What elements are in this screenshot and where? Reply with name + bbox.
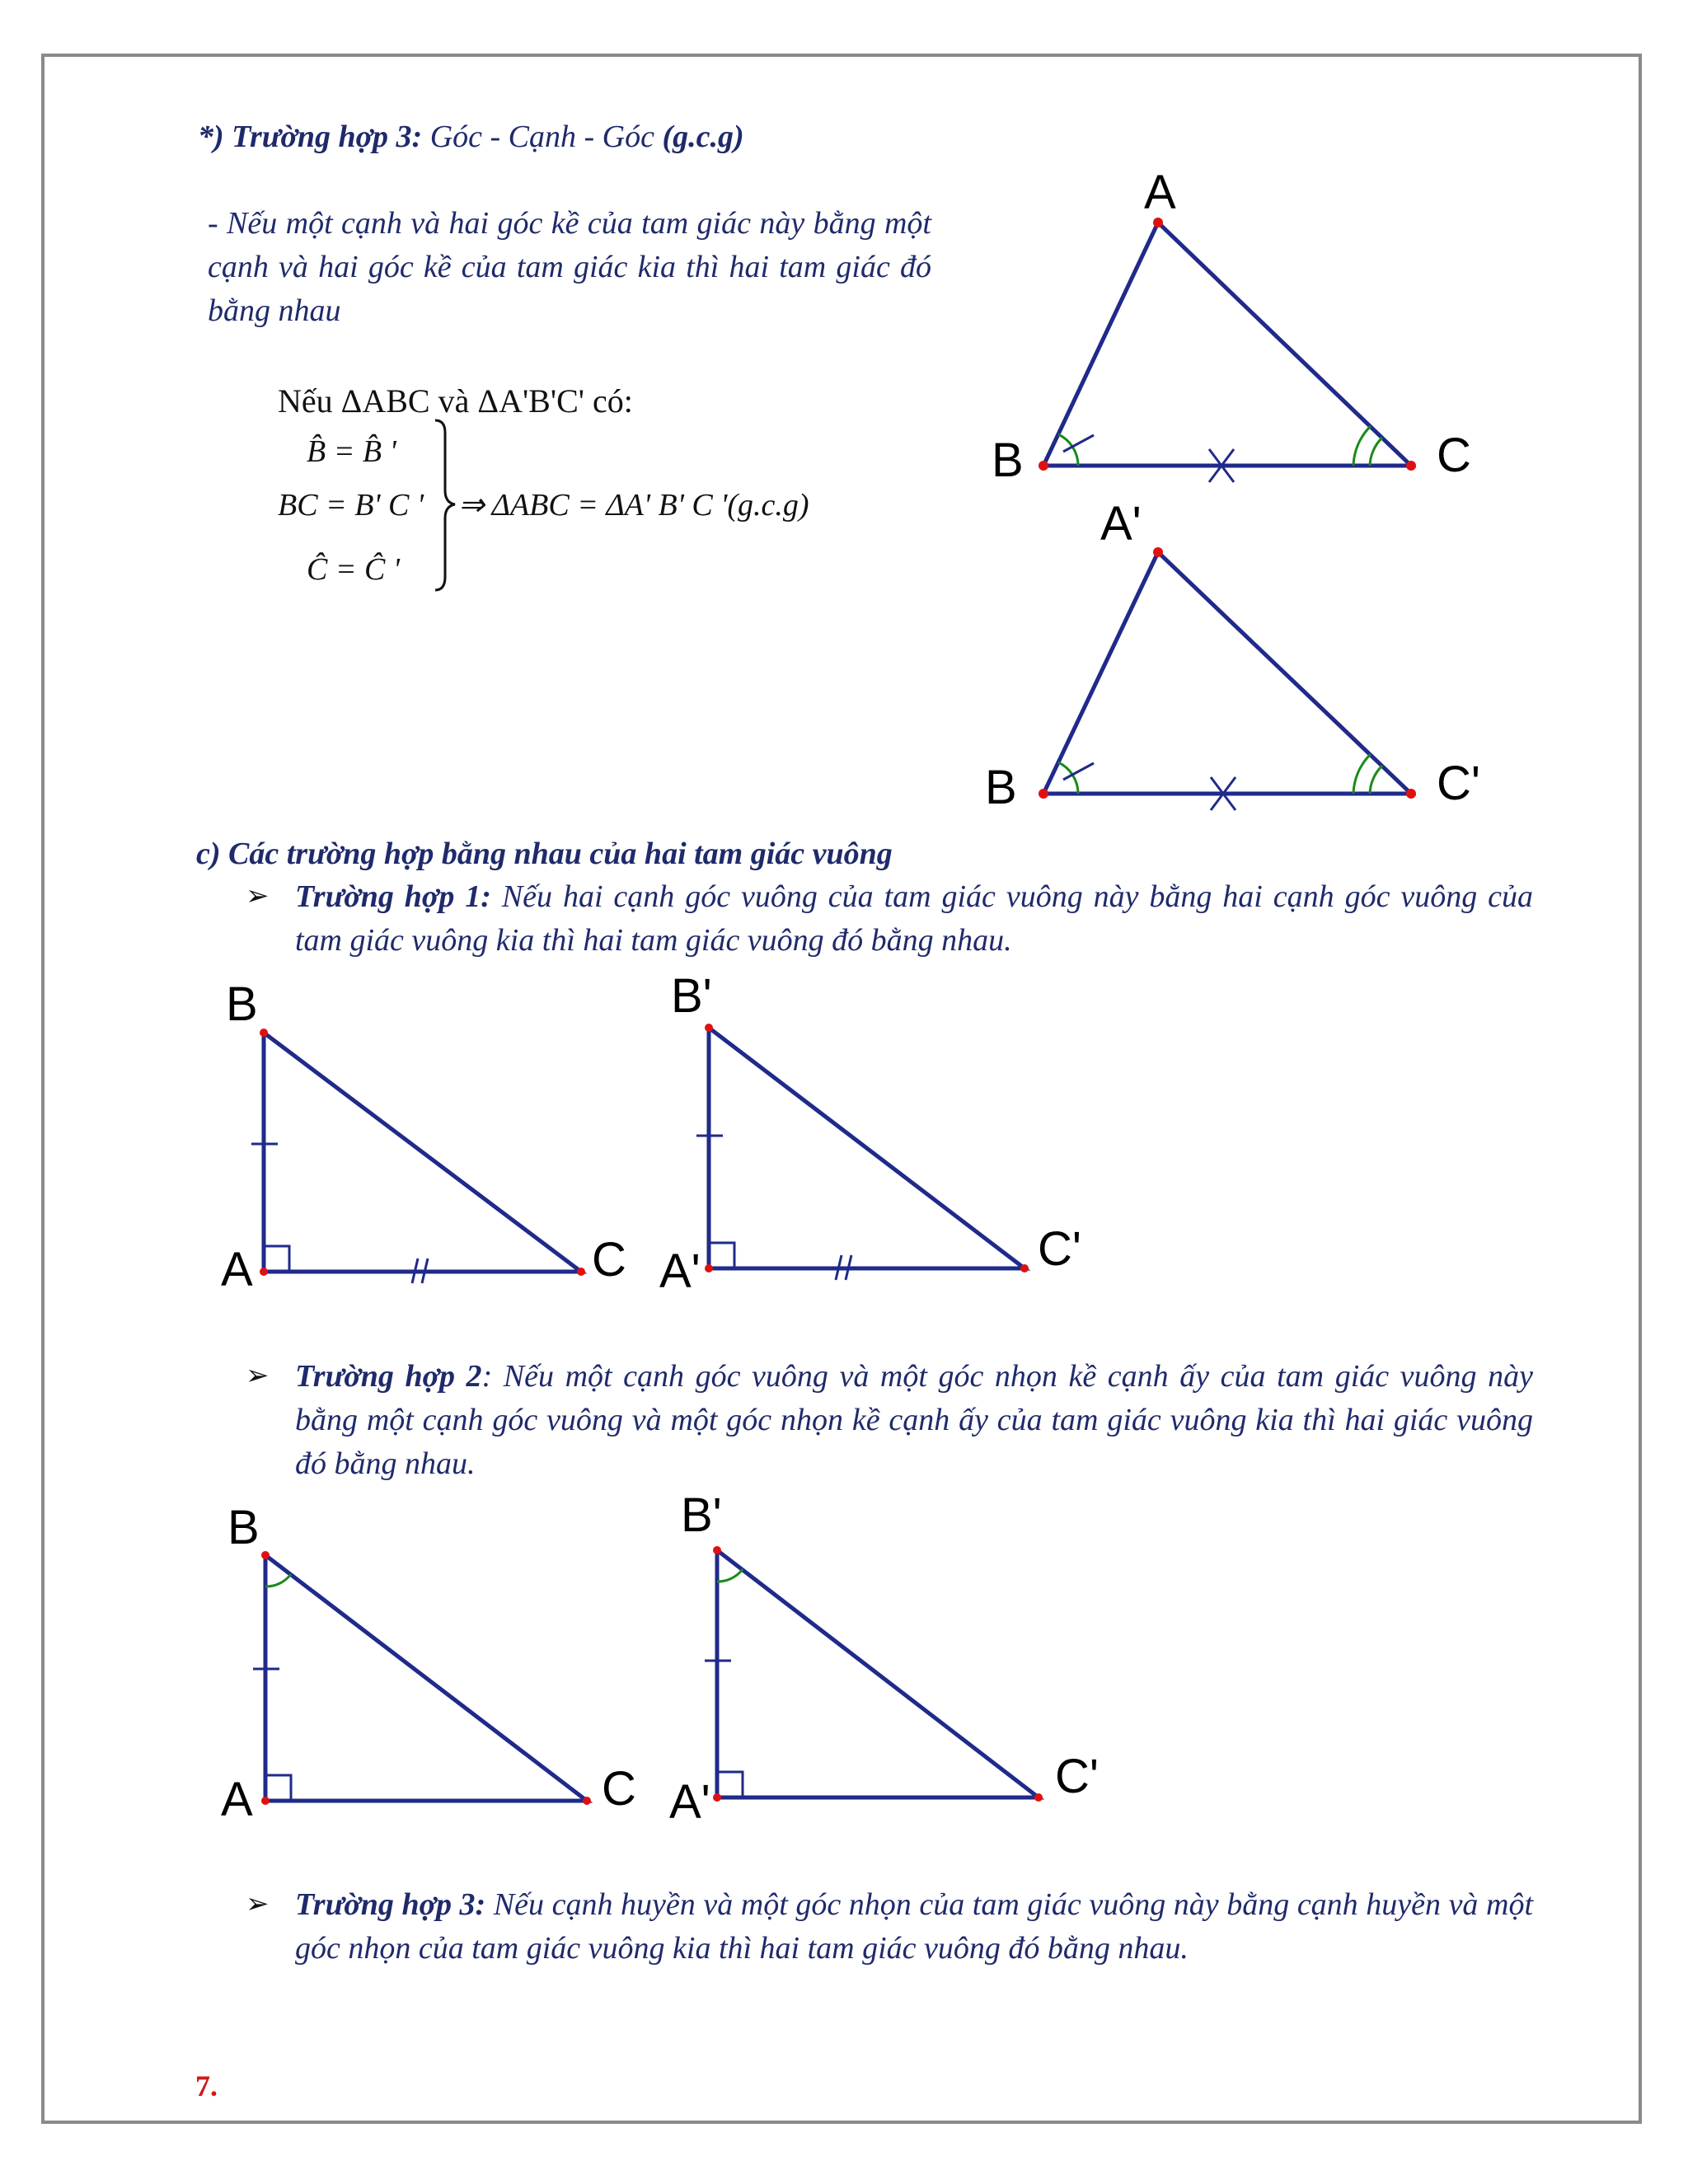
right-angle-mark-a [265, 1775, 291, 1801]
label-c2: C' [1038, 1222, 1081, 1276]
label-b2: B [985, 761, 1017, 814]
conclusion: ⇒ ΔABC = ΔA' B' C '(g.c.g) [458, 488, 809, 523]
cond-side-bc: BC = B' C ' [278, 488, 424, 523]
point-b2 [713, 1546, 721, 1554]
right-triangle-abc-2 [221, 1501, 636, 1826]
arc-angle-b2 [717, 1569, 743, 1582]
bullet-arrow-2: ➢ [246, 1361, 270, 1391]
label-b2: B' [671, 969, 712, 1023]
point-c2 [1034, 1793, 1043, 1802]
right-case1-text: Nếu hai cạnh góc vuông của tam giác vuông này bằng hai cạnh góc vuông của tam giác vuông kia thì hai tam giác vuông đó bằng nhau. [295, 879, 1533, 958]
case3-premise: Nếu ΔABC và ΔA'B'C' có: [278, 382, 633, 419]
label-b2: B' [681, 1488, 722, 1542]
right-triangle-a2b2c2-2-sides [717, 1550, 1039, 1797]
right-case2-bold: Trường hợp 2 [295, 1359, 482, 1394]
label-a2: A' [669, 1775, 710, 1829]
label-c2: C' [1437, 757, 1480, 810]
cond-angle-b: B̂ = B̂ ' [307, 434, 396, 469]
right-triangle-abc-2-sides [265, 1555, 587, 1801]
label-a: A [1144, 166, 1176, 219]
label-c: C [602, 1762, 636, 1816]
page-number: 7. [195, 2069, 218, 2102]
cond-angle-c: Ĉ = Ĉ ' [307, 552, 400, 587]
label-c: C [592, 1233, 626, 1286]
point-a [261, 1797, 270, 1805]
point-c [583, 1797, 591, 1805]
label-b: B [226, 977, 258, 1031]
right-case3-bold: Trường hợp 3: [295, 1887, 486, 1922]
right-angle-mark-a2 [717, 1772, 743, 1797]
label-c2: C' [1055, 1750, 1099, 1803]
label-a2: A' [659, 1244, 701, 1298]
case3-heading-bold: *) Trường hợp 3: [198, 120, 423, 154]
label-a: A [221, 1243, 253, 1296]
bullet-arrow-1: ➢ [246, 881, 270, 912]
label-b: B [227, 1501, 260, 1554]
label-c: C [1437, 429, 1471, 482]
point-a2 [713, 1793, 721, 1802]
label-b: B [992, 434, 1024, 487]
case3-statement: - Nếu một cạnh và hai góc kề của tam giác này bằng một cạnh và hai góc kề của tam giác kia thì hai tam giác đó bằng nhau [208, 206, 931, 328]
bullet-arrow-3: ➢ [246, 1889, 270, 1919]
right-case3-text: Nếu cạnh huyền và một góc nhọn của tam giác vuông này bằng cạnh huyền và một góc nhọn của tam giác vuông kia thì hai tam giác vuông đó bằng nhau. [295, 1887, 1534, 1966]
right-case1-bold: Trường hợp 1: [295, 879, 491, 914]
case3-heading-rest: Góc - Cạnh - Góc [422, 120, 663, 154]
arc-angle-b [265, 1574, 291, 1586]
case3-heading-code: (g.c.g) [662, 120, 744, 154]
label-a2: A' [1100, 497, 1142, 551]
right-case2-text: : Nếu một cạnh góc vuông và một góc nhọn kề cạnh ấy của tam giác vuông này bằng một cạnh góc vuông và một góc nhọn kề cạnh ấy của tam giác vuông kia thì hai giác vuông đó bằng nhau. [295, 1359, 1533, 1481]
section-c-heading: c) Các trường hợp bằng nhau của hai tam giác vuông [196, 837, 893, 871]
right-case3 [295, 1883, 1533, 1971]
right-triangle-a2b2c2-2 [669, 1488, 1099, 1829]
label-a: A [221, 1773, 253, 1826]
point-b [261, 1551, 270, 1559]
